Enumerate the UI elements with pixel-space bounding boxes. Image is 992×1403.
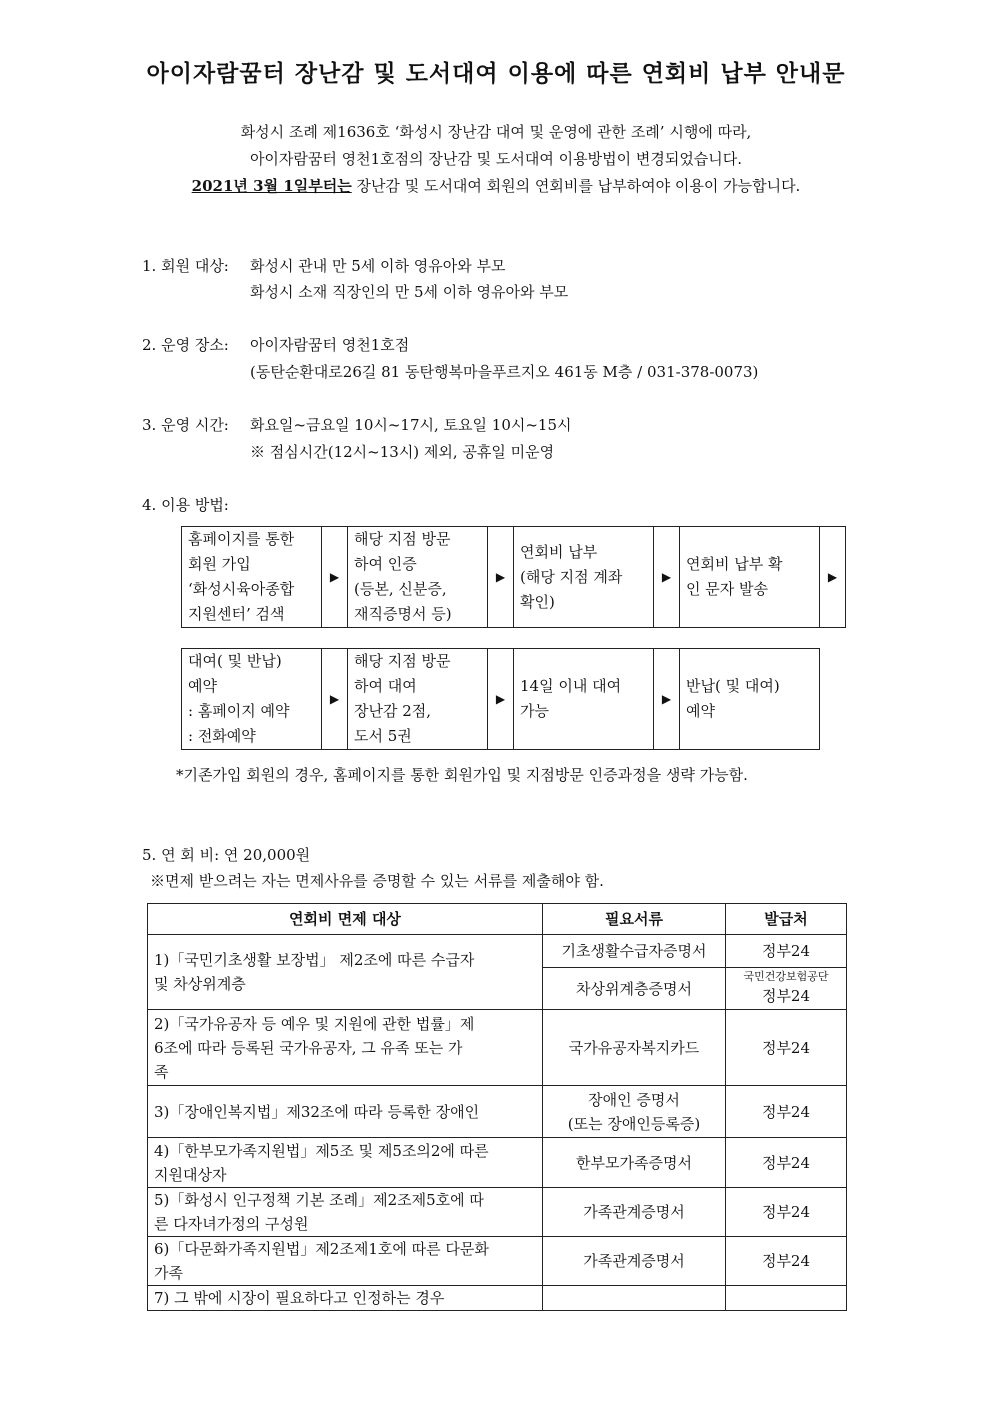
cell-line: 지원대상자 (154, 1165, 227, 1184)
section-2-label: 2. 운영 장소: (142, 336, 229, 354)
table-row-5-doc: 가족관계증명서 (543, 1188, 726, 1237)
section-1-line-2: 화성시 소재 직장인의 만 5세 이하 영유아와 부모 (250, 283, 569, 301)
usage-flow-2 (181, 648, 820, 750)
cell-line: 2)「국가유공자 등 예우 및 지원에 관한 법률」제 (154, 1014, 475, 1033)
flow2-step-period (514, 649, 654, 750)
fee-exemption-table (147, 903, 847, 1311)
table-row-4-doc: 한부모가족증명서 (543, 1138, 726, 1188)
cell-line: 른 다자녀가정의 구성원 (154, 1215, 309, 1233)
table-row-1a-issuer: 정부24 (726, 935, 847, 968)
table-row-7-issuer (726, 1286, 847, 1311)
issuer-main: 정부24 (761, 986, 811, 1005)
table-row-2-issuer: 정부24 (726, 1010, 847, 1086)
flow1-step2-line: 하여 인증 (354, 555, 417, 573)
flow2-step1-line: 대여( 및 반납) (188, 652, 282, 670)
flow1-step3-line: 연회비 납부 (520, 542, 598, 561)
cell-line: 족 (154, 1062, 169, 1081)
table-row-3-doc (543, 1086, 726, 1138)
section-4-label: 4. 이용 방법: (142, 496, 229, 514)
arrow-right-icon: ▶ (820, 527, 846, 628)
table-row-3-issuer: 정부24 (726, 1086, 847, 1138)
table-row-5-issuer: 정부24 (726, 1188, 847, 1237)
flow1-step2-line: (등본, 신분증, (354, 580, 447, 598)
flow1-step1-line: 지원센터’ 검색 (188, 605, 285, 623)
flow2-step2-line: 도서 5권 (354, 727, 412, 745)
flow1-step1-line: 홈페이지를 통한 (188, 530, 295, 548)
flow2-step3-line: 14일 이내 대여 (520, 677, 622, 695)
flow1-step3-line: (해당 지점 계좌 (520, 567, 623, 586)
table-row-7-doc (543, 1286, 726, 1311)
flow-note: *기존가입 회원의 경우, 홈페이지를 통한 회원가입 및 지점방문 인증과정을 생략 가능함. (176, 766, 748, 784)
usage-flow-1 (181, 526, 846, 628)
flow2-step-reserve (182, 649, 322, 750)
section-1-line-1: 화성시 관내 만 5세 이하 영유아와 부모 (250, 257, 506, 275)
arrow-right-icon: ▶ (654, 527, 680, 628)
flow2-step4-line: 반납( 및 대여) (686, 677, 780, 695)
table-row-6-target (148, 1237, 543, 1286)
flow1-step-confirm (680, 527, 820, 628)
flow1-step1-line: 회원 가입 (188, 555, 251, 573)
flow1-step2-line: 재직증명서 등) (354, 605, 452, 623)
start-date-emphasis: 2021년 3월 1일부터는 (191, 177, 352, 195)
table-row-3-target: 3)「장애인복지법」제32조에 따라 등록한 장애인 (148, 1086, 543, 1138)
page-title: 아이자람꿈터 장난감 및 도서대여 이용에 따른 연회비 납부 안내문 (146, 61, 846, 87)
cell-line: 및 차상위계층 (154, 975, 246, 993)
table-row-1b-issuer (726, 968, 847, 1010)
arrow-right-icon: ▶ (488, 527, 514, 628)
flow2-step1-line: : 전화예약 (188, 727, 256, 745)
table-row-1-target (148, 935, 543, 1010)
flow1-step4-line: 연회비 납부 확 (686, 555, 783, 573)
intro-line-3-rest: 장난감 및 도서대여 회원의 연회비를 납부하여야 이용이 가능합니다. (351, 177, 801, 195)
section-3-line-1: 화요일~금요일 10시~17시, 토요일 10시~15시 (250, 416, 572, 434)
flow2-step2-line: 해당 지점 방문 (354, 652, 451, 670)
arrow-right-icon: ▶ (322, 649, 348, 750)
table-row-4-issuer: 정부24 (726, 1138, 847, 1188)
intro-line-1: 화성시 조례 제1636호 ‘화성시 장난감 대여 및 운영에 관한 조례’ 시행에 따라, (240, 123, 752, 141)
section-3-line-2: ※ 점심시간(12시~13시) 제외, 공휴일 미운영 (250, 443, 555, 461)
section-2-line-1: 아이자람꿈터 영천1호점 (250, 336, 410, 354)
flow2-step2-line: 하여 대여 (354, 677, 417, 695)
section-2-line-2: (동탄순환대로26길 81 동탄행복마을푸르지오 461동 M층 / 031-378-0073) (250, 363, 759, 381)
flow1-step3-line: 확인) (520, 592, 555, 611)
cell-line: 가족 (154, 1264, 183, 1282)
table-row-5-target (148, 1188, 543, 1237)
intro-line-3 (0, 175, 992, 196)
flow1-step4-line: 인 문자 발송 (686, 580, 768, 598)
header-documents: 필요서류 (543, 904, 726, 935)
arrow-right-icon: ▶ (322, 527, 348, 628)
flow2-step3-line: 가능 (520, 702, 549, 720)
fee-note: ※면제 받으려는 자는 면제사유를 증명할 수 있는 서류를 제출해야 함. (150, 872, 604, 890)
header-target: 연회비 면제 대상 (148, 904, 543, 935)
table-row-1a-doc: 기초생활수급자증명서 (543, 935, 726, 968)
flow2-step2-line: 장난감 2점, (354, 702, 432, 720)
flow2-step-visit (348, 649, 488, 750)
flow2-step-return (680, 649, 820, 750)
section-3-label: 3. 운영 시간: (142, 416, 229, 434)
flow1-step-verify (348, 527, 488, 628)
table-row-6-issuer: 정부24 (726, 1237, 847, 1286)
flow1-step-register (182, 527, 322, 628)
cell-line: 6조에 따라 등록된 국가유공자, 그 유족 또는 가 (154, 1038, 463, 1057)
arrow-right-icon: ▶ (488, 649, 514, 750)
fee-label: 5. 연 회 비: 연 20,000원 (142, 846, 311, 864)
header-issuer: 발급처 (726, 904, 847, 935)
flow2-step4-line: 예약 (686, 702, 715, 720)
flow2-step1-line: : 홈페이지 예약 (188, 702, 290, 720)
cell-line: 장애인 증명서 (588, 1090, 680, 1109)
flow1-step-pay (514, 527, 654, 628)
table-row-2-doc: 국가유공자복지카드 (543, 1010, 726, 1086)
cell-line: 5)「화성시 인구정책 기본 조례」제2조제5호에 따 (154, 1191, 484, 1209)
table-row-6-doc: 가족관계증명서 (543, 1237, 726, 1286)
flow1-step1-line: ‘화성시육아종합 (188, 580, 295, 598)
intro-line-2: 아이자람꿈터 영천1호점의 장난감 및 도서대여 이용방법이 변경되었습니다. (249, 150, 743, 168)
cell-line: 6)「다문화가족지원법」제2조제1호에 따른 다문화 (154, 1240, 489, 1258)
flow1-step2-line: 해당 지점 방문 (354, 530, 451, 548)
flow2-step1-line: 예약 (188, 677, 217, 695)
table-row-4-target (148, 1138, 543, 1188)
table-row-7-target: 7) 그 밖에 시장이 필요하다고 인정하는 경우 (148, 1286, 543, 1311)
cell-line: 1)「국민기초생활 보장법」 제2조에 따른 수급자 (154, 951, 475, 969)
issuer-small: 국민건강보험공단 (743, 969, 829, 983)
table-row-1b-doc: 차상위계층증명서 (543, 968, 726, 1010)
section-1-label: 1. 회원 대상: (142, 257, 229, 275)
arrow-right-icon: ▶ (654, 649, 680, 750)
table-row-2-target (148, 1010, 543, 1086)
cell-line: 4)「한부모가족지원법」제5조 및 제5조의2에 따른 (154, 1141, 489, 1160)
cell-line: (또는 장애인등록증) (567, 1114, 701, 1133)
